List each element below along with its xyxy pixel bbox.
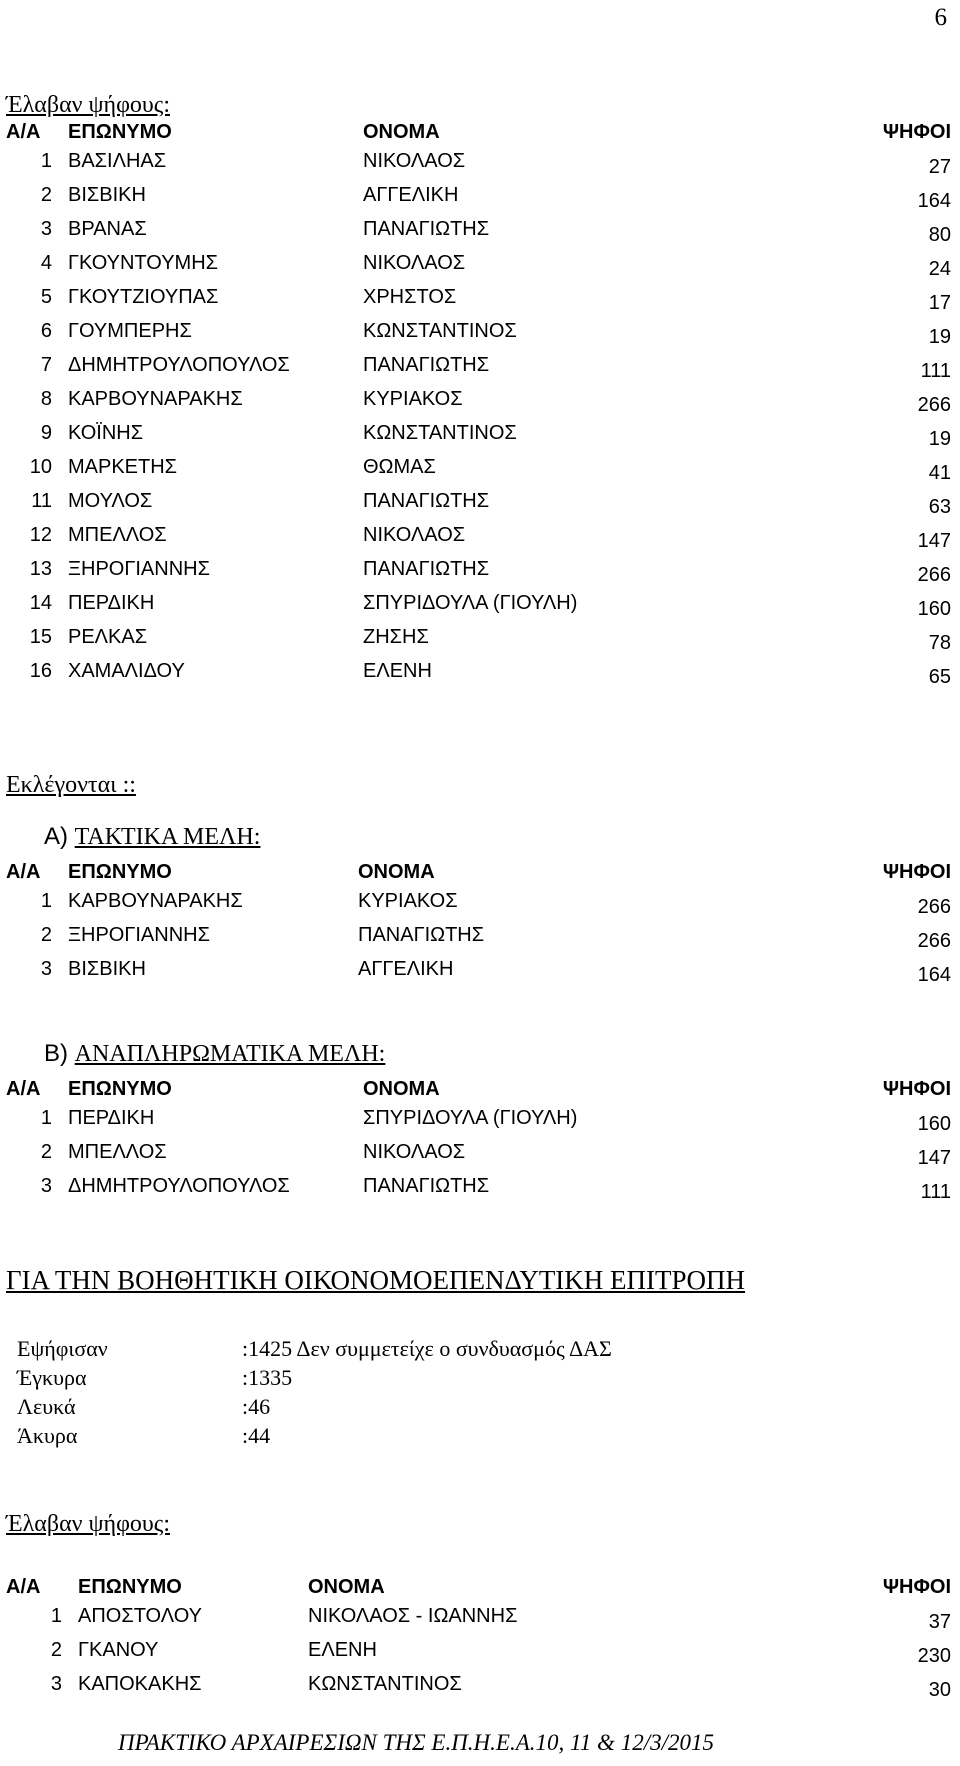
col-name: ΟΝΟΜΑ <box>308 1576 385 1598</box>
regular-prefix: Α) <box>44 823 68 850</box>
row-name: ΚΩΝΣΤΑΝΤΙΝΟΣ <box>363 421 517 444</box>
substitute-members-table <box>6 1067 951 1203</box>
row-votes: 266 <box>917 563 951 586</box>
row-surname: ΠΕΡΔΙΚΗ <box>68 591 155 614</box>
row-name: ΠΑΝΑΓΙΩΤΗΣ <box>363 489 490 512</box>
row-number: 14 <box>29 591 52 614</box>
table-row <box>6 1667 951 1701</box>
table-row <box>6 952 951 986</box>
row-number: 9 <box>40 421 52 444</box>
regular-title: ΤΑΚΤΙΚΑ ΜΕΛΗ: <box>74 824 261 850</box>
row-votes: 41 <box>928 461 951 484</box>
row-number: 2 <box>40 183 52 206</box>
row-surname: ΓΟΥΜΠΕΡΗΣ <box>68 319 192 342</box>
stat-valid: Έγκυρα :1335 <box>17 1365 293 1390</box>
row-surname: ΚΑΡΒΟΥΝΑΡΑΚΗΣ <box>68 387 243 410</box>
row-name: ΧΡΗΣΤΟΣ <box>363 285 457 308</box>
row-name: ΑΓΓΕΛΙΚΗ <box>363 183 459 206</box>
table-row <box>6 1633 951 1667</box>
row-surname: ΡΕΛΚΑΣ <box>68 625 148 648</box>
row-surname: ΒΙΣΒΙΚΗ <box>68 957 146 980</box>
table-header-row <box>6 1565 951 1599</box>
col-aa: Α/Α <box>6 861 41 883</box>
row-number: 7 <box>40 353 52 376</box>
page-number: 6 <box>934 4 947 31</box>
row-votes: 19 <box>928 427 951 450</box>
row-surname: ΜΑΡΚΕΤΗΣ <box>68 455 178 478</box>
row-number: 3 <box>40 957 52 980</box>
row-votes: 19 <box>928 325 951 348</box>
table-row <box>6 884 951 918</box>
table-row <box>6 314 951 348</box>
row-surname: ΔΗΜΗΤΡΟΥΛΟΠΟΥΛΟΣ <box>68 1174 290 1197</box>
regular-members-title <box>44 823 260 851</box>
table-row <box>6 382 951 416</box>
row-surname: ΓΚΟΥΤΖΙΟΥΠΑΣ <box>68 285 219 308</box>
row-name: ΝΙΚΟΛΑΟΣ <box>363 1140 466 1163</box>
substitute-title: ΑΝΑΠΛΗΡΩΜΑΤΙΚΑ ΜΕΛΗ: <box>74 1041 386 1067</box>
table-header-row <box>6 1067 951 1101</box>
col-surname: ΕΠΩΝΥΜΟ <box>68 861 172 883</box>
row-name: ΝΙΚΟΛΑΟΣ <box>363 523 466 546</box>
row-votes: 63 <box>928 495 951 518</box>
row-votes: 266 <box>917 929 951 952</box>
row-surname: ΞΗΡΟΓΙΑΝΝΗΣ <box>68 923 210 946</box>
row-votes: 160 <box>917 1112 951 1135</box>
committee-stats <box>17 1334 612 1450</box>
table-header-row <box>6 110 951 144</box>
row-votes: 164 <box>917 189 951 212</box>
table-row <box>6 586 951 620</box>
row-name: ΠΑΝΑΓΙΩΤΗΣ <box>363 557 490 580</box>
row-votes: 17 <box>928 291 951 314</box>
row-name: ΕΛΕΝΗ <box>308 1638 377 1661</box>
row-name: ΚΥΡΙΑΚΟΣ <box>358 889 458 912</box>
row-name: ΚΥΡΙΑΚΟΣ <box>363 387 463 410</box>
votes-table <box>6 110 951 688</box>
row-number: 11 <box>31 489 52 512</box>
col-surname: ΕΠΩΝΥΜΟ <box>78 1576 182 1598</box>
row-votes: 160 <box>917 597 951 620</box>
table-row <box>6 246 951 280</box>
row-votes: 111 <box>920 359 951 382</box>
row-surname: ΔΗΜΗΤΡΟΥΛΟΠΟΥΛΟΣ <box>68 353 290 376</box>
row-surname: ΠΕΡΔΙΚΗ <box>68 1106 155 1129</box>
table-row <box>6 1169 951 1203</box>
row-votes: 30 <box>928 1678 951 1701</box>
row-name: ΑΓΓΕΛΙΚΗ <box>358 957 454 980</box>
row-surname: ΒΡΑΝΑΣ <box>68 217 147 240</box>
stat-blank: Λευκά :46 <box>17 1394 271 1419</box>
row-number: 10 <box>29 455 52 478</box>
committee-votes-table <box>6 1565 951 1701</box>
row-surname: ΒΙΣΒΙΚΗ <box>68 183 146 206</box>
row-number: 2 <box>40 923 52 946</box>
substitute-members-title <box>44 1040 385 1068</box>
row-surname: ΚΑΡΒΟΥΝΑΡΑΚΗΣ <box>68 889 243 912</box>
table-row <box>6 1101 951 1135</box>
table-row <box>6 280 951 314</box>
table-row <box>6 620 951 654</box>
col-votes: ΨΗΦΟΙ <box>882 861 951 883</box>
table-row <box>6 1135 951 1169</box>
row-name: ΠΑΝΑΓΙΩΤΗΣ <box>358 923 485 946</box>
row-surname: ΓΚΑΝΟΥ <box>78 1638 159 1661</box>
col-aa: Α/Α <box>6 1576 41 1598</box>
row-votes: 65 <box>928 665 951 688</box>
row-surname: ΜΠΕΛΛΟΣ <box>68 1140 167 1163</box>
row-votes: 24 <box>928 257 951 280</box>
row-surname: ΚΑΠΟΚΑΚΗΣ <box>78 1672 202 1695</box>
row-surname: ΜΟΥΛΟΣ <box>68 489 153 512</box>
row-number: 1 <box>40 149 52 172</box>
table-row <box>6 348 951 382</box>
table-row <box>6 1599 951 1633</box>
row-name: ΘΩΜΑΣ <box>363 455 436 478</box>
col-name: ΟΝΟΜΑ <box>363 121 440 143</box>
row-name: ΣΠΥΡΙΔΟΥΛΑ (ΓΙΟΥΛΗ) <box>363 1106 578 1129</box>
row-votes: 27 <box>928 155 951 178</box>
row-surname: ΚΟΪΝΗΣ <box>68 421 144 444</box>
row-number: 1 <box>50 1604 62 1627</box>
row-votes: 230 <box>917 1644 951 1667</box>
row-name: ΝΙΚΟΛΑΟΣ - ΙΩΑΝΝΗΣ <box>308 1604 518 1627</box>
row-name: ΚΩΝΣΤΑΝΤΙΝΟΣ <box>308 1672 462 1695</box>
table-row <box>6 918 951 952</box>
table-header-row <box>6 850 951 884</box>
row-number: 12 <box>29 523 52 546</box>
col-votes: ΨΗΦΟΙ <box>882 1576 951 1598</box>
row-number: 6 <box>40 319 52 342</box>
table-row <box>6 416 951 450</box>
row-name: ΠΑΝΑΓΙΩΤΗΣ <box>363 1174 490 1197</box>
row-surname: ΧΑΜΑΛΙΔΟΥ <box>68 659 185 682</box>
col-name: ΟΝΟΜΑ <box>363 1078 440 1100</box>
row-number: 3 <box>50 1672 62 1695</box>
footer-text: ΠΡΑΚΤΙΚΟ ΑΡΧΑΙΡΕΣΙΩΝ ΤΗΣ Ε.Π.Η.Ε.Α.10, 11 & 12/3/2015 <box>118 1730 714 1755</box>
row-name: ΖΗΣΗΣ <box>363 625 429 648</box>
row-surname: ΞΗΡΟΓΙΑΝΝΗΣ <box>68 557 210 580</box>
row-votes: 164 <box>917 963 951 986</box>
committee-title: ΓΙΑ ΤΗΝ ΒΟΗΘΗΤΙΚΗ ΟΙΚΟΝΟΜΟΕΠΕΝΔΥΤΙΚΗ ΕΠΙΤΡΟΠΗ <box>6 1265 746 1295</box>
row-name: ΚΩΝΣΤΑΝΤΙΝΟΣ <box>363 319 517 342</box>
table-row <box>6 178 951 212</box>
stat-voted: Εψήφισαν :1425 Δεν συμμετείχε ο συνδυασμός ΔΑΣ <box>17 1336 612 1361</box>
table-row <box>6 552 951 586</box>
substitute-prefix: Β) <box>44 1040 68 1067</box>
row-votes: 266 <box>917 393 951 416</box>
row-surname: ΒΑΣΙΛΗΑΣ <box>68 149 167 172</box>
row-name: ΠΑΝΑΓΙΩΤΗΣ <box>363 353 490 376</box>
row-votes: 37 <box>928 1610 951 1633</box>
row-votes: 147 <box>917 529 951 552</box>
row-number: 2 <box>40 1140 52 1163</box>
row-name: ΝΙΚΟΛΑΟΣ <box>363 251 466 274</box>
row-number: 13 <box>29 557 52 580</box>
row-votes: 80 <box>928 223 951 246</box>
col-votes: ΨΗΦΟΙ <box>882 1078 951 1100</box>
row-surname: ΓΚΟΥΝΤΟΥΜΗΣ <box>68 251 219 274</box>
row-votes: 266 <box>917 895 951 918</box>
row-number: 4 <box>40 251 52 274</box>
section-title-elected: Εκλέγονται :: <box>6 772 136 798</box>
table-row <box>6 654 951 688</box>
row-votes: 78 <box>928 631 951 654</box>
row-number: 3 <box>40 217 52 240</box>
row-number: 5 <box>40 285 52 308</box>
table-row <box>6 518 951 552</box>
row-number: 2 <box>50 1638 62 1661</box>
row-votes: 147 <box>917 1146 951 1169</box>
col-aa: Α/Α <box>6 1078 41 1100</box>
table-row <box>6 144 951 178</box>
row-number: 3 <box>40 1174 52 1197</box>
row-surname: ΑΠΟΣΤΟΛΟΥ <box>78 1604 202 1627</box>
row-name: ΣΠΥΡΙΔΟΥΛΑ (ΓΙΟΥΛΗ) <box>363 591 578 614</box>
col-surname: ΕΠΩΝΥΜΟ <box>68 121 172 143</box>
col-surname: ΕΠΩΝΥΜΟ <box>68 1078 172 1100</box>
table-row <box>6 450 951 484</box>
row-name: ΠΑΝΑΓΙΩΤΗΣ <box>363 217 490 240</box>
row-name: ΕΛΕΝΗ <box>363 659 432 682</box>
row-surname: ΜΠΕΛΛΟΣ <box>68 523 167 546</box>
row-number: 1 <box>40 1106 52 1129</box>
row-votes: 111 <box>920 1180 951 1203</box>
col-name: ΟΝΟΜΑ <box>358 861 435 883</box>
row-number: 16 <box>29 659 52 682</box>
row-number: 8 <box>40 387 52 410</box>
committee-votes-title: Έλαβαν ψήφους: <box>6 1511 170 1537</box>
row-number: 15 <box>29 625 52 648</box>
table-row <box>6 484 951 518</box>
regular-members-table <box>6 850 951 986</box>
table-row <box>6 212 951 246</box>
row-number: 1 <box>40 889 52 912</box>
col-aa: Α/Α <box>6 121 41 143</box>
section-title-votes: Έλαβαν ψήφους: <box>6 92 170 118</box>
row-name: ΝΙΚΟΛΑΟΣ <box>363 149 466 172</box>
col-votes: ΨΗΦΟΙ <box>882 121 951 143</box>
stat-invalid: Άκυρα :44 <box>17 1423 271 1448</box>
